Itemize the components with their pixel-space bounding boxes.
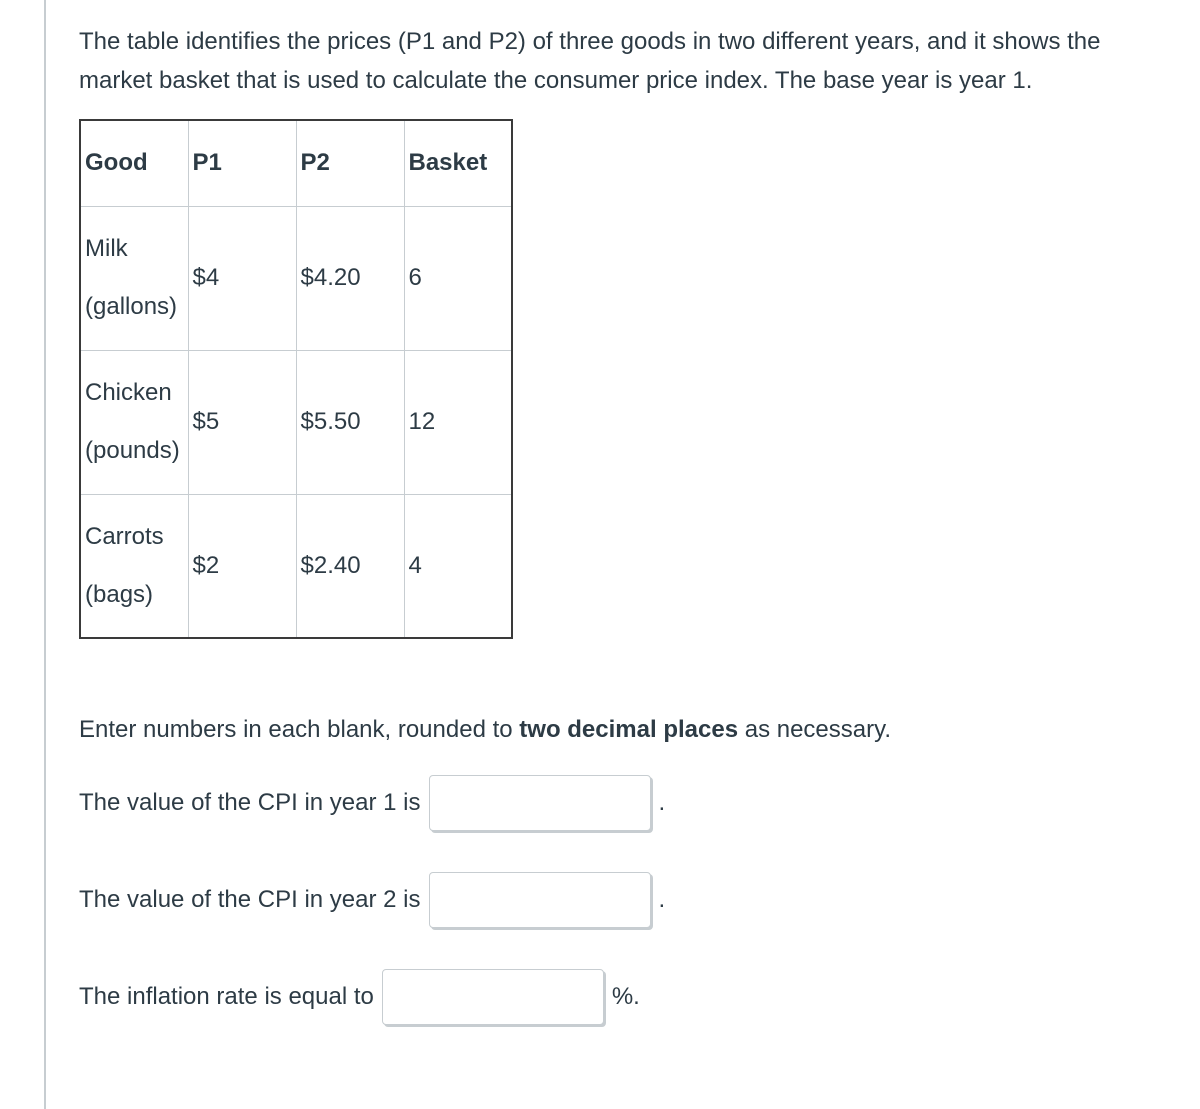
- good-unit: (gallons): [85, 293, 178, 320]
- table-row: [80, 494, 512, 638]
- table-row: [80, 350, 512, 494]
- question-label: The value of the CPI in year 1 is: [79, 789, 421, 816]
- answer-box-cpi-year2[interactable]: [429, 872, 651, 928]
- question-suffix: .: [658, 886, 666, 913]
- question-label: The inflation rate is equal to: [79, 983, 374, 1010]
- answer-box-cpi-year1[interactable]: [429, 775, 651, 831]
- good-name: Chicken: [85, 379, 172, 406]
- price-table: [79, 119, 513, 639]
- question-suffix: %.: [611, 983, 640, 1010]
- good-cell: [80, 206, 188, 350]
- cpi-year1-input[interactable]: [430, 776, 650, 830]
- instruction-prefix: Enter numbers in each blank, rounded to: [79, 716, 520, 743]
- question-suffix: .: [658, 789, 666, 816]
- basket-cell: 6: [404, 206, 512, 350]
- inflation-rate-input[interactable]: [383, 970, 603, 1024]
- cpi-year2-input[interactable]: [430, 873, 650, 927]
- basket-cell: 12: [404, 350, 512, 494]
- instruction-emphasis: two decimal places: [519, 716, 739, 743]
- p2-cell: $5.50: [296, 350, 404, 494]
- good-cell: [80, 350, 188, 494]
- question-cpi-year2: [79, 872, 665, 928]
- p1-cell: $5: [188, 350, 296, 494]
- good-unit: (bags): [85, 580, 154, 608]
- question-label: The value of the CPI in year 2 is: [79, 886, 421, 913]
- instruction-suffix: as necessary.: [738, 716, 891, 743]
- p2-cell: $2.40: [296, 494, 404, 638]
- rounding-instruction: [79, 716, 891, 744]
- table-row: [80, 206, 512, 350]
- good-unit: (pounds): [85, 437, 180, 464]
- table-header-row: [80, 120, 512, 206]
- answer-box-inflation-rate[interactable]: [382, 969, 604, 1025]
- header-p1: P1: [188, 120, 296, 206]
- good-cell: [80, 494, 188, 638]
- good-name: Carrots: [85, 522, 164, 550]
- header-basket: Basket: [404, 120, 512, 206]
- left-border-rule: [44, 0, 46, 1109]
- question-inflation-rate: [79, 969, 640, 1025]
- question-cpi-year1: [79, 775, 665, 831]
- p1-cell: $2: [188, 494, 296, 638]
- p1-cell: $4: [188, 206, 296, 350]
- question-intro: The table identifies the prices (P1 and P2) of three goods in two different years, and it shows the market basket that is used to calculate the consumer price index. The base year is year 1.: [79, 28, 1101, 94]
- p2-cell: $4.20: [296, 206, 404, 350]
- good-name: Milk: [85, 235, 128, 262]
- header-p2: P2: [296, 120, 404, 206]
- header-good: Good: [80, 120, 188, 206]
- basket-cell: 4: [404, 494, 512, 638]
